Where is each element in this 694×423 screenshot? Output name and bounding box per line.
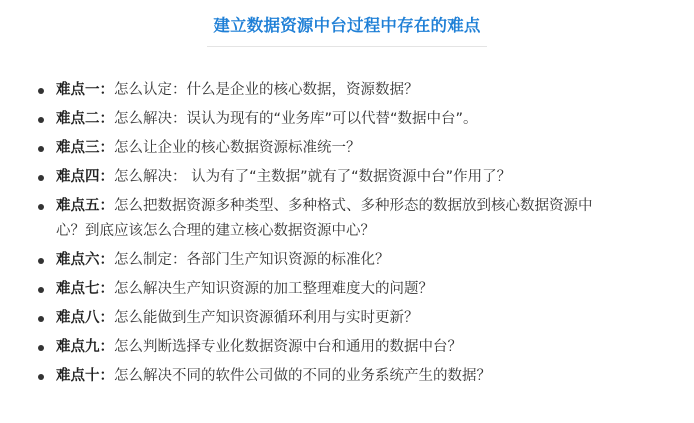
item-label: 难点九： [56,339,114,355]
list-item-5 [34,194,594,244]
item-text: 怎么判断选择专业化数据资源中台和通用的数据中台？ [114,339,462,355]
item-label: 难点一： [56,82,114,98]
list-item-7 [34,277,594,302]
item-text: 怎么认定：什么是企业的核心数据，资源数据？ [114,82,419,98]
item-label: 难点六： [56,252,114,268]
bullet-icon [38,258,44,264]
list-item-6 [34,248,594,273]
item-label: 难点八： [56,310,114,326]
list-item-10 [34,364,594,389]
item-text: 怎么解决： 认为有了“主数据”就有了“数据资源中台”作用了？ [114,169,512,185]
bullet-icon [38,345,44,351]
item-label: 难点五： [56,198,114,214]
item-label: 难点十： [56,368,114,384]
bullet-icon [38,316,44,322]
bullet-icon [38,117,44,123]
list-item-4 [34,165,594,190]
list-item-9 [34,335,594,360]
item-label: 难点四： [56,169,114,185]
item-text: 怎么让企业的核心数据资源标准统一？ [114,140,361,156]
bullet-icon [38,374,44,380]
item-text: 怎么能做到生产知识资源循环利用与实时更新？ [114,310,419,326]
list-item-1 [34,78,594,103]
bullet-icon [38,88,44,94]
item-label: 难点七： [56,281,114,297]
list-item-8 [34,306,594,331]
item-text: 怎么把数据资源多种类型、多种格式、多种形态的数据放到核心数据资源中心？到底应该怎么合理的建立核心数据资源中心？ [56,198,593,239]
bullet-icon [38,287,44,293]
item-label: 难点三： [56,140,114,156]
item-text: 怎么制定：各部门生产知识资源的标准化？ [114,252,390,268]
item-label: 难点二： [56,111,114,127]
list-item-2 [34,107,594,132]
list-item-3 [34,136,594,161]
title-container [0,8,694,47]
item-text: 怎么解决：误认为现有的“业务库”可以代替“数据中台”。 [114,111,478,127]
item-text: 怎么解决生产知识资源的加工整理难度大的问题？ [114,281,433,297]
bullet-icon [38,146,44,152]
difficulty-list [34,78,594,393]
page-title: 建立数据资源中台过程中存在的难点 [207,8,486,47]
bullet-icon [38,204,44,210]
bullet-icon [38,175,44,181]
item-text: 怎么解决不同的软件公司做的不同的业务系统产生的数据？ [114,368,491,384]
